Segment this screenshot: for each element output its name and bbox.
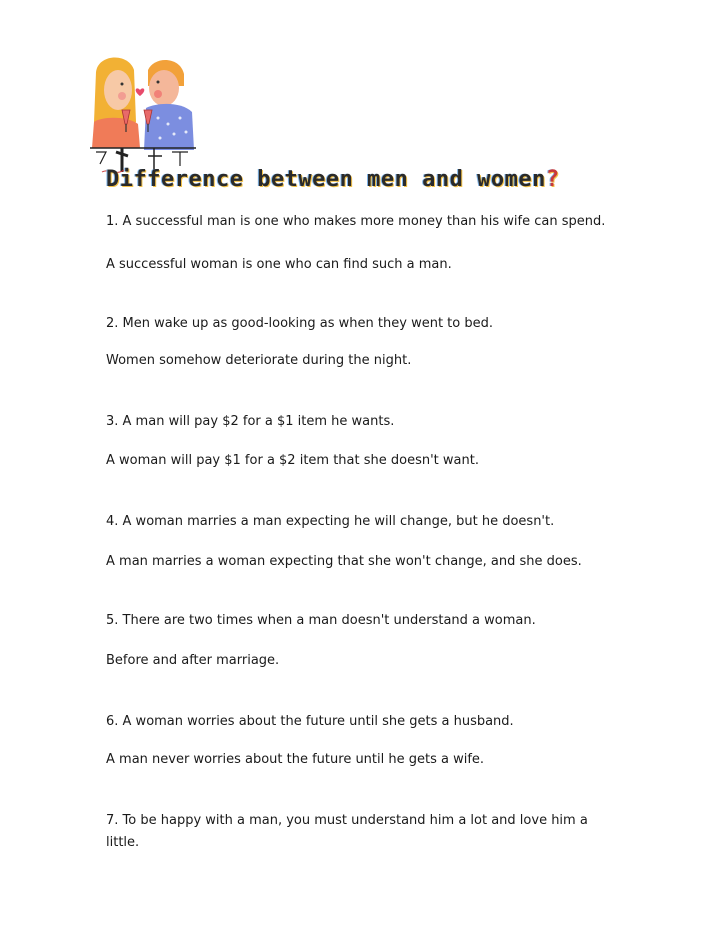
item-2-line-1: 2. Men wake up as good-looking as when they went to bed.	[106, 316, 493, 331]
item-1-line-1: 1. A successful man is one who makes more money than his wife can spend.	[106, 214, 606, 229]
item-5-line-2: Before and after marriage.	[106, 653, 280, 668]
item-4-line-1: 4. A woman marries a man expecting he will change, but he doesn't.	[106, 514, 555, 529]
item-6-line-2: A man never worries about the future until he gets a wife.	[106, 752, 485, 767]
item-1-line-2: A successful woman is one who can find such a man.	[106, 257, 452, 272]
page-title-text: Difference between men and women	[106, 167, 546, 192]
item-4-line-2: A man marries a woman expecting that she won't change, and she does.	[106, 554, 582, 569]
item-3-line-2: A woman will pay $1 for a $2 item that she doesn't want.	[106, 453, 479, 468]
item-7-text: 7. To be happy with a man, you must understand him a lot and love him a little.	[106, 813, 588, 850]
item-3-line-1: 3. A man will pay $2 for a $1 item he wants.	[106, 414, 395, 429]
item-6-line-1: 6. A woman worries about the future until she gets a husband.	[106, 714, 514, 729]
page-title-question-mark: ?	[545, 167, 560, 192]
item-5-line-1: 5. There are two times when a man doesn't understand a woman.	[106, 613, 536, 628]
page-title	[106, 167, 560, 192]
item-2-line-2: Women somehow deteriorate during the night.	[106, 353, 412, 368]
